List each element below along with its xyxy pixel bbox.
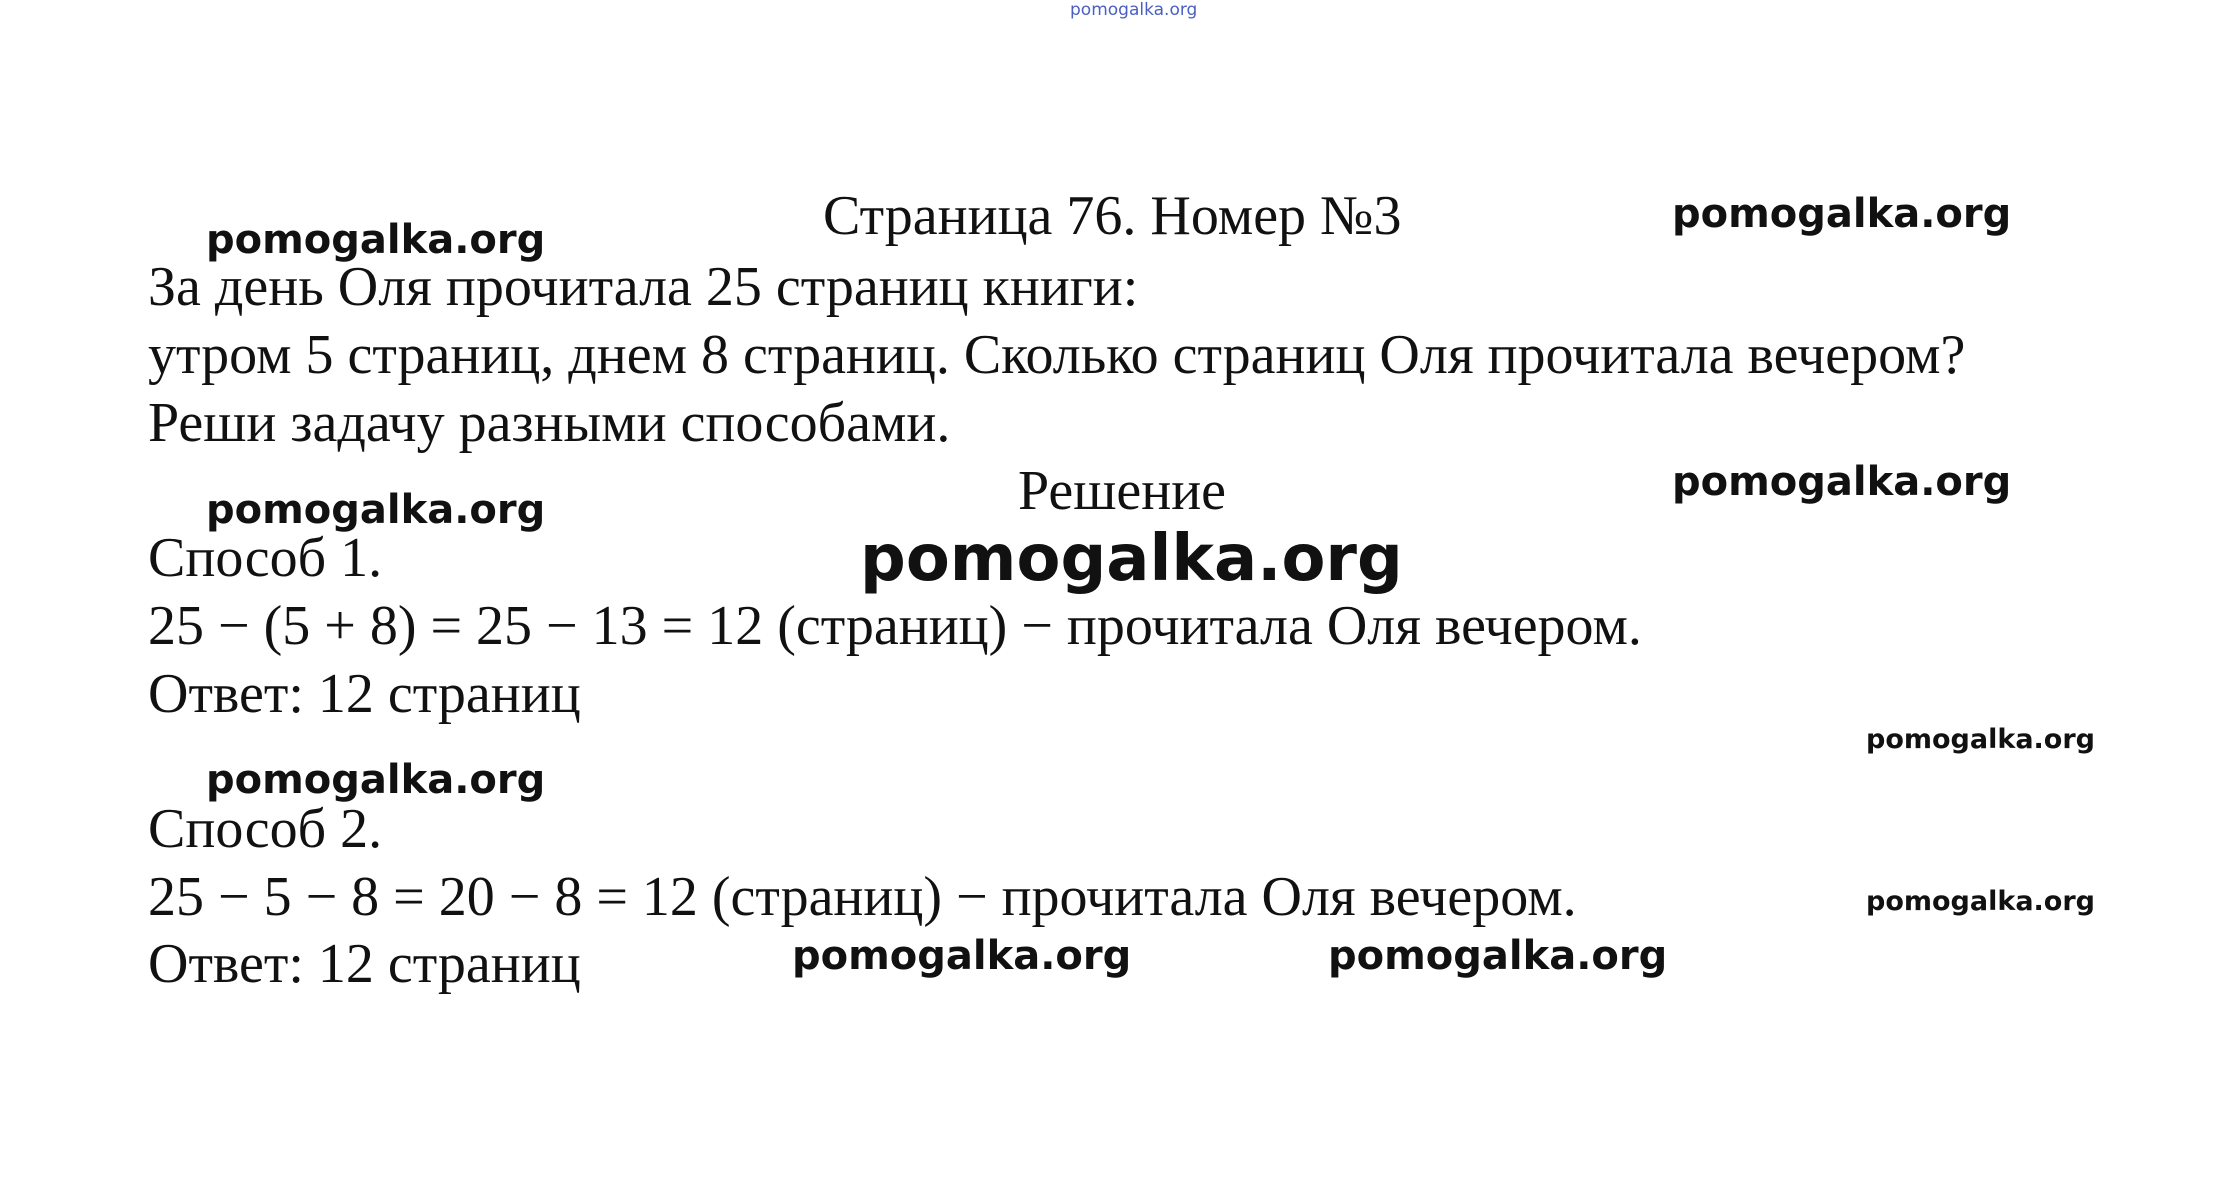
watermark: pomogalka.org (206, 217, 546, 263)
page-title: Страница 76. Номер №3 (823, 185, 1402, 247)
watermark-small: pomogalka.org (1866, 724, 2095, 755)
problem-line-2: утром 5 страниц, днем 8 страниц. Сколько страниц Оля прочитала вечером? (148, 324, 1966, 386)
method-1-answer: Ответ: 12 страниц (148, 663, 581, 725)
watermark: pomogalka.org (1672, 459, 2012, 505)
method-2-equation: 25 − 5 − 8 = 20 − 8 = 12 (страниц) − прочитала Оля вечером. (148, 866, 1577, 928)
method-2-heading: Способ 2. (148, 798, 383, 860)
method-1-equation: 25 − (5 + 8) = 25 − 13 = 12 (страниц) − прочитала Оля вечером. (148, 595, 1642, 657)
watermark-large: pomogalka.org (860, 522, 1403, 596)
watermark: pomogalka.org (1328, 933, 1668, 979)
problem-line-3: Реши задачу разными способами. (148, 392, 951, 454)
watermark: pomogalka.org (792, 933, 1132, 979)
problem-line-1: За день Оля прочитала 25 страниц книги: (148, 256, 1139, 318)
method-2-answer: Ответ: 12 страниц (148, 933, 581, 995)
watermark: pomogalka.org (1672, 191, 2012, 237)
watermark: pomogalka.org (206, 487, 546, 533)
solution-heading: Решение (1018, 460, 1227, 522)
watermark-small: pomogalka.org (1866, 886, 2095, 917)
header-watermark: pomogalka.org (1070, 0, 1198, 20)
method-1-heading: Способ 1. (148, 527, 383, 589)
watermark: pomogalka.org (206, 757, 546, 803)
